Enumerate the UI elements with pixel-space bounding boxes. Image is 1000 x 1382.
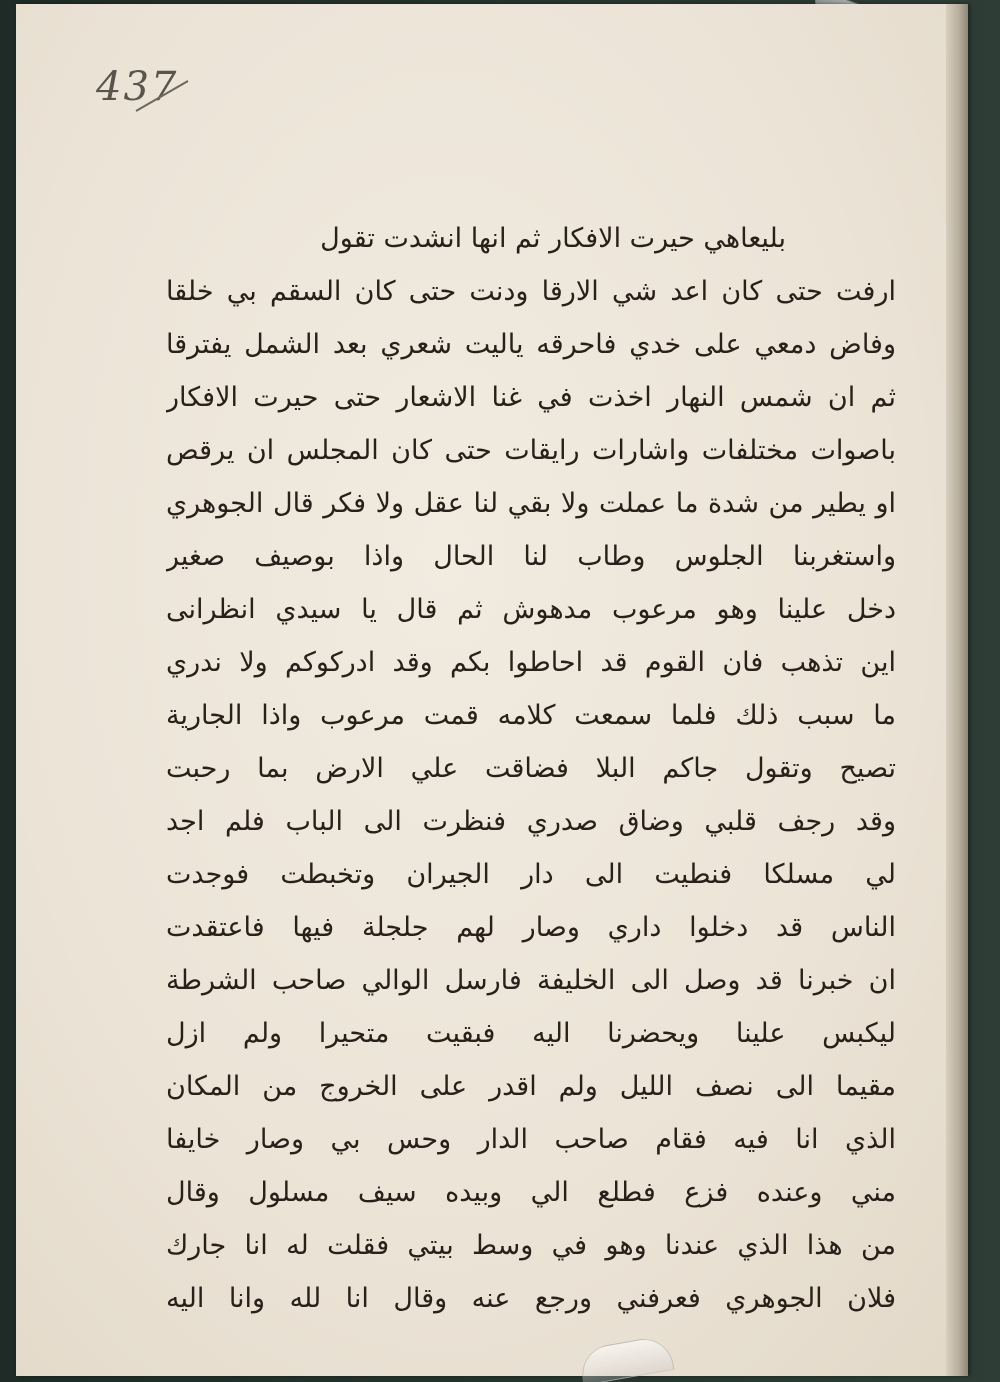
text-line: باصوات مختلفات واشارات رايقات حتى كان المجلس ان يرقص: [166, 435, 896, 466]
folio-number: 437: [96, 64, 179, 110]
text-line: ثم ان شمس النهار اخذت في غنا الاشعار حتى حيرت الافكار: [166, 382, 896, 413]
text-line: الذي انا فيه فقام صاحب الدار وحس بي وصار خايفا: [166, 1124, 896, 1155]
text-line: من هذا الذي عندنا وهو في وسط بيتي فقلت له انا جارك: [166, 1230, 896, 1261]
text-line: وقد رجف قلبي وضاق صدري فنظرت الى الباب فلم اجد: [166, 806, 896, 837]
text-line: اين تذهب فان القوم قد احاطوا بكم وقد ادركوكم ولا ندري: [166, 647, 896, 678]
text-line: او يطير من شدة ما عملت ولا بقي لنا عقل ولا فكر قال الجوهري: [166, 488, 896, 519]
manuscript-page: [16, 4, 968, 1376]
text-line: وفاض دمعي على خدي فاحرقه ياليت شعري بعد الشمل يفترقا: [166, 329, 896, 360]
text-line: الناس قد دخلوا داري وصار لهم جلجلة فيها فاعتقدت: [166, 912, 896, 943]
text-line: فلان الجوهري فعرفني ورجع عنه وقال انا لله وانا اليه: [166, 1283, 896, 1314]
text-line: مقيما الى نصف الليل ولم اقدر على الخروج من المكان: [166, 1071, 896, 1102]
text-line: ما سبب ذلك فلما سمعت كلامه قمت مرعوب واذا الجارية: [166, 700, 896, 731]
page-gutter: [946, 4, 968, 1376]
text-line: بليعاهي حيرت الافكار ثم انها انشدت تقول: [320, 223, 786, 254]
text-line: دخل علينا وهو مرعوب مدهوش ثم قال يا سيدي انظرانی: [166, 594, 896, 625]
text-line: واستغربنا الجلوس وطاب لنا الحال واذا بوصيف صغير: [166, 541, 896, 572]
text-line: ان خبرنا قد وصل الى الخليفة فارسل الوالي صاحب الشرطة: [166, 965, 896, 996]
text-line: لي مسلكا فنطيت الى دار الجيران وتخبطت فوجدت: [166, 859, 896, 890]
text-line: مني وعنده فزع فطلع الي وبيده سيف مسلول وقال: [166, 1177, 896, 1208]
text-line: ارفت حتى كان اعد شي الارقا ودنت حتى كان السقم بي خلقا: [166, 276, 896, 307]
manuscript-text: [166, 212, 896, 1325]
text-line: ليكبس علينا ويحضرنا اليه فبقيت متحيرا ولم ازل: [166, 1018, 896, 1049]
text-line: تصيح وتقول جاكم البلا فضاقت علي الارض بما رحبت: [166, 753, 896, 784]
